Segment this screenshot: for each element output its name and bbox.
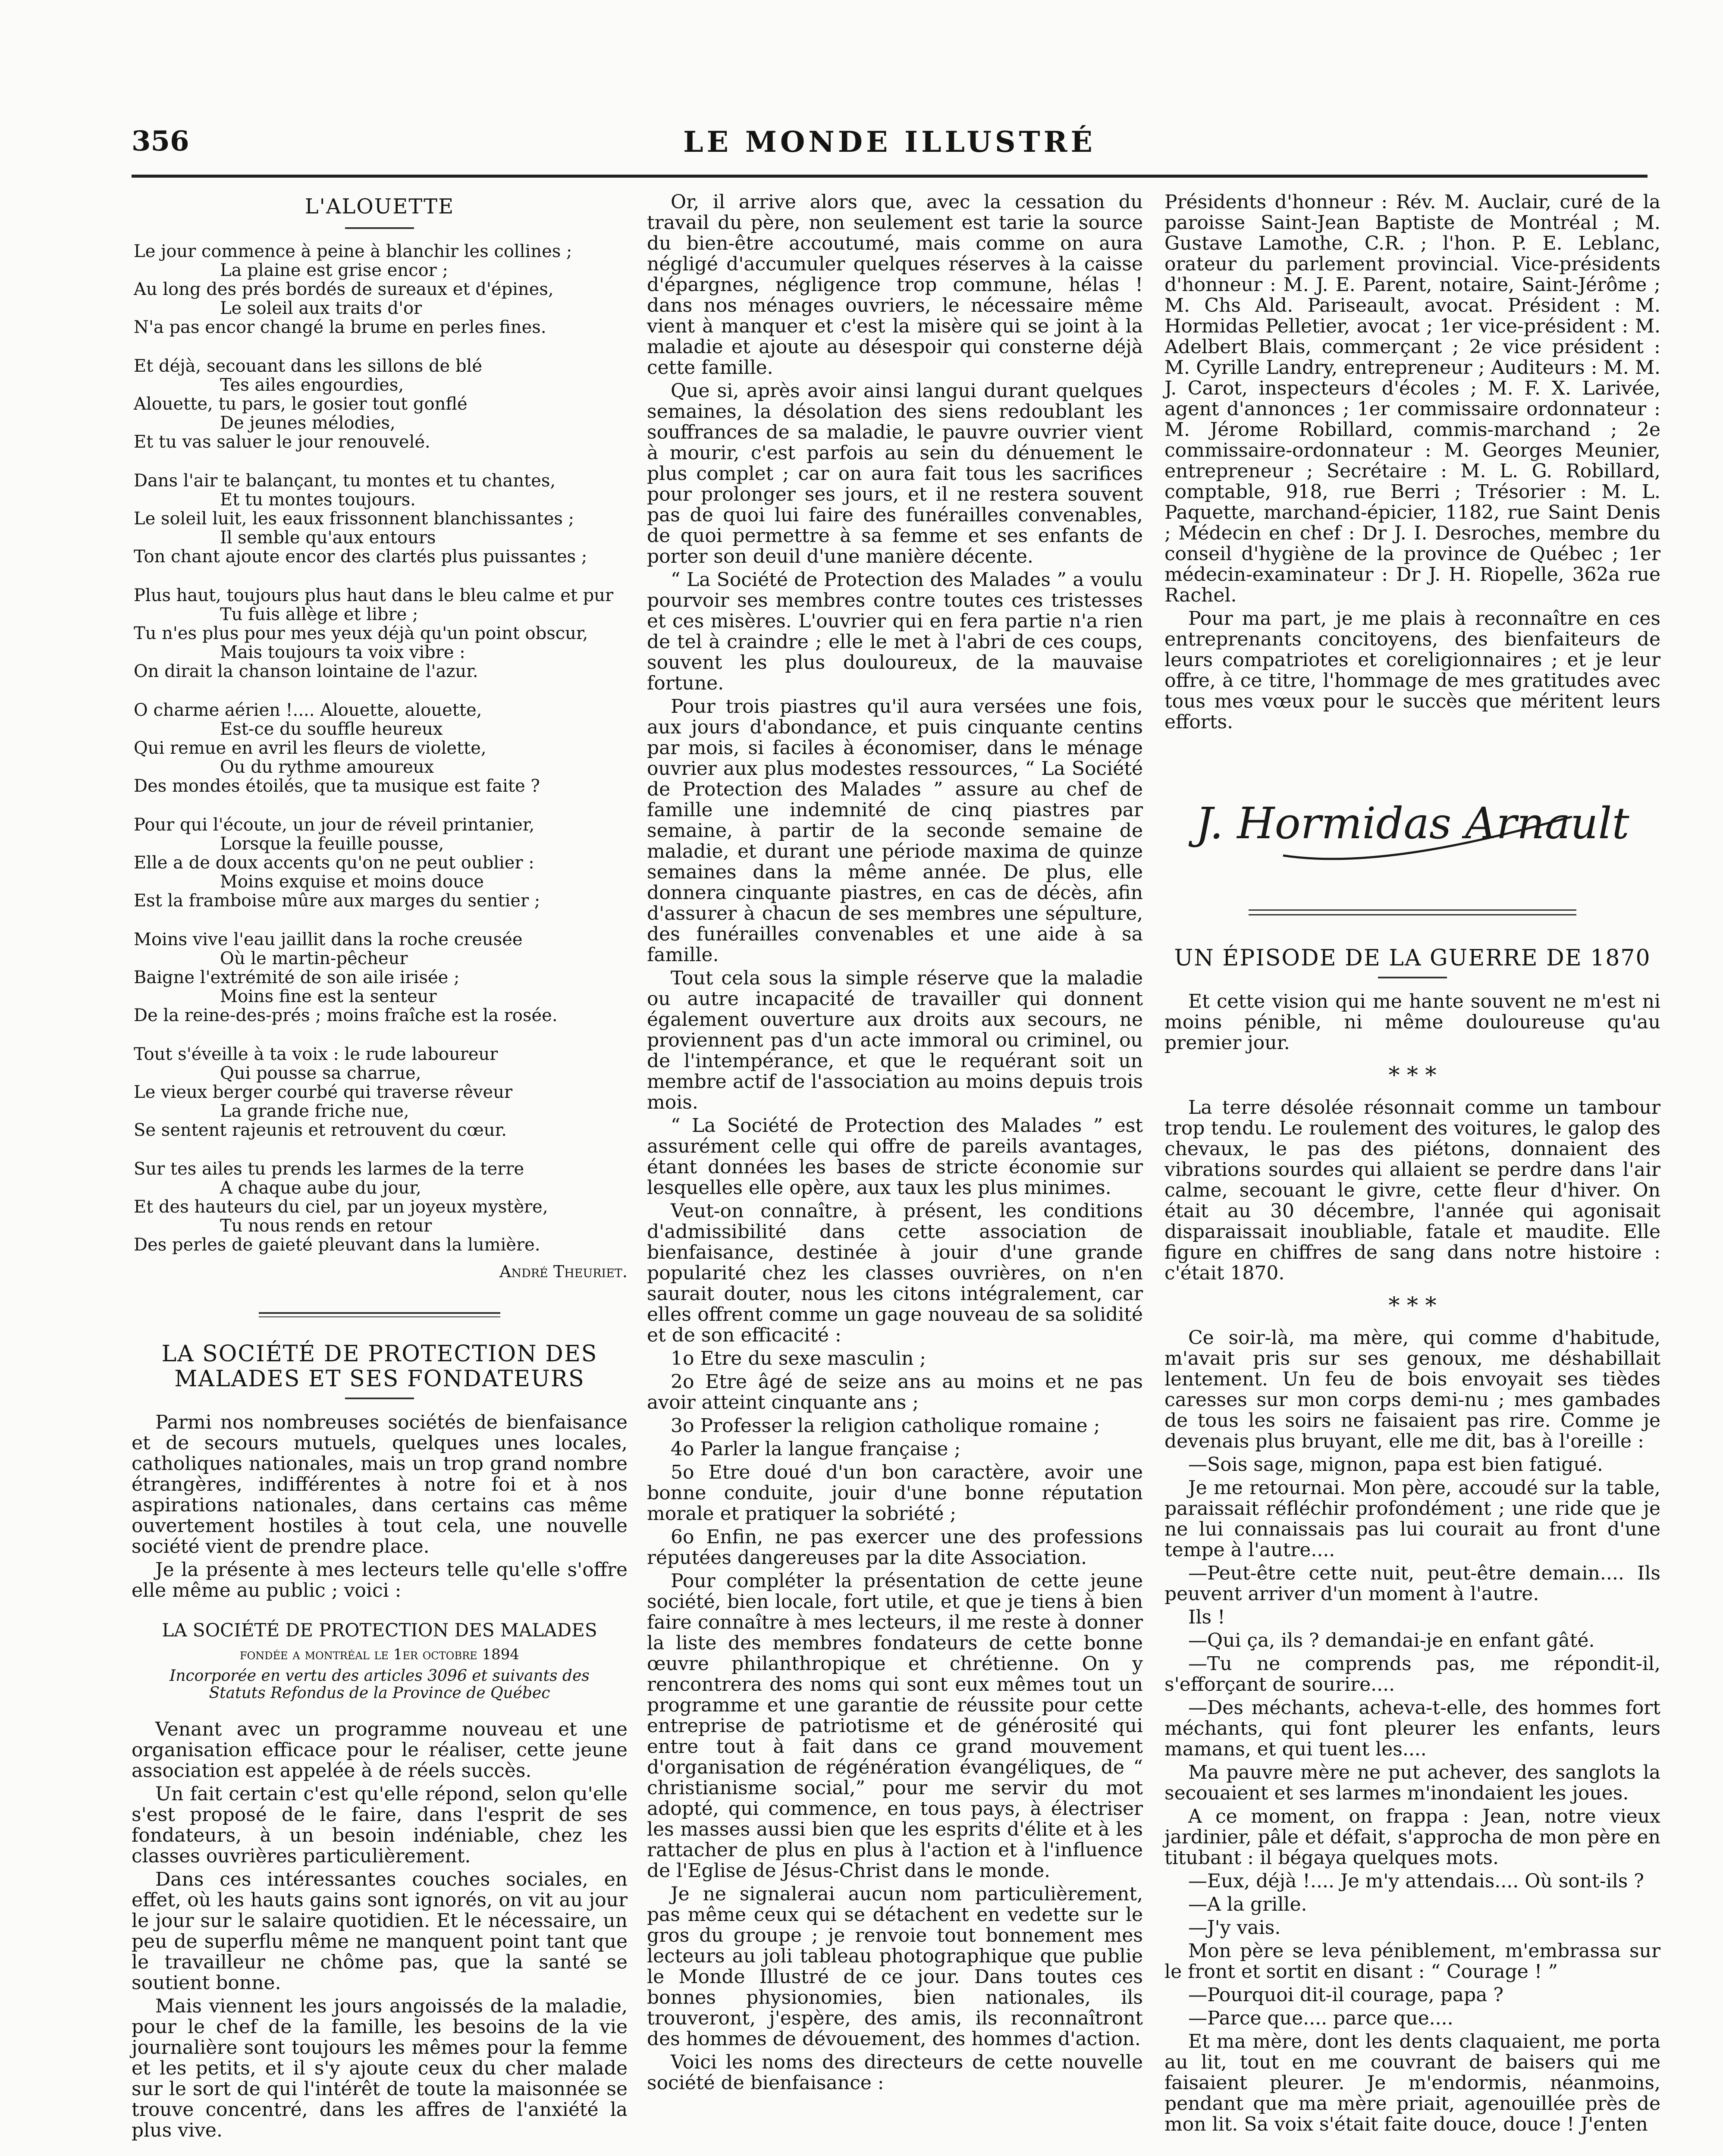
header-rule [132,175,1648,178]
stars-separator: * * * [1388,1293,1437,1319]
poem-body [132,242,628,1254]
condition-item: 2o Etre âgé de seize ans au moins et ne pas avoir atteint cinquante ans ; [647,1371,1143,1413]
poem-title: L'ALOUETTE [304,194,455,219]
section-divider [1249,909,1576,915]
poem-line: Mais toujours ta voix vibre : [220,642,465,662]
section-divider [259,1312,500,1317]
poem-line: Moins fine est la senteur [220,987,437,1006]
poem-line: Des perles de gaieté pleuvant dans la lumière. [134,1235,540,1255]
article-paragraph: Mais viennent les jours angoissés de la maladie, pour le chef de la famille, les besoins de la vie journalière sont toujours les mêmes pour la femme et les petits, et il s'y ajoute ceux du cher malade sur le sort de qui l'intérêt de toute la maisonnée se trouve concentré, dans les affres de l'anxiété la plus vive. [132,1995,628,2141]
story-paragraph: Mon père se leva péniblement, m'embrassa sur le front et sortit en disant : “ Courage ! ” [1164,1940,1660,1983]
directors-list: Présidents d'honneur : Rév. M. Auclair, curé de la paroisse Saint-Jean Baptiste de Montréal ; M. Gustave Lamothe, C.R. ; l'hon. P. E. Leblanc, orateur du parlement provincial. Vice-présidents d'honneur : M. J. E. Parent, notaire, Saint-Jérôme ; M. Chs Ald. Pariseault, avocat. Président : M. Hormidas Pelletier, avocat ; 1er vice-président : M. Adelbert Blais, commerçant ; 2e vice président : M. Cyrille Landry, entrepreneur ; Auditeurs : M. M. J. Carot, inspecteurs d'écoles ; M. F. X. Larivée, agent d'annonces ; 1er commissaire ordonnateur : M. Jérome Robillard, commis-marchand ; 2e commissaire-ordonnateur : M. Georges Meunier, entrepreneur ; Secrétaire : M. L. G. Robillard, comptable, 918, rue Berri ; Trésorier : M. L. Paquette, marchand-épicier, 1182, rue Saint Denis ; Médecin en chef : Dr J. I. Desroches, membre du conseil d'hygiène de la province de Québec ; 1er médecin-examinateur : Dr J. H. Riopelle, 362a rue Rachel. [1164,191,1660,606]
masthead: LE MONDE ILLUSTRÉ [683,125,1096,159]
poem-line: Tu nous rends en retour [220,1216,432,1236]
poem-line: Baigne l'extrémité de son aile irisée ; [134,968,460,987]
poem-line: Tout s'éveille à ta voix : le rude laboureur [134,1044,498,1064]
title-rule [1378,977,1447,978]
poem-stanza [134,357,628,451]
story-paragraph: Je me retournai. Mon père, accoudé sur la table, paraissait réfléchir profondément ; une ride que je ne lui connaissais pas lui courait au front d'une tempe à l'autre.... [1164,1477,1660,1561]
signature-image [1196,756,1629,886]
poem-line: Ton chant ajoute encor des clartés plus puissantes ; [134,547,587,567]
founded-line: fondée a montréal le 1er octobre 1894 [239,1646,520,1663]
signature [1164,750,1660,892]
column-1 [132,192,628,2143]
poem-stanza [134,586,628,681]
poem-line: On dirait la chanson lointaine de l'azur. [134,661,478,681]
title-rule [345,227,414,229]
poem-line: Pour qui l'écoute, un jour de réveil printanier, [134,815,535,835]
story-paragraph: Ce soir-là, ma mère, qui comme d'habitude, m'avait pris sur ses genoux, me déshabillait lentement. Un feu de bois envoyait ses tièdes caresses sur mon corps demi-nu ; mes gambades de tous les soirs ne faisaient pas rire. Comme je devenais plus bruyant, elle me dit, bas à l'oreille : [1164,1327,1660,1452]
condition-item: 5o Etre doué d'un bon caractère, avoir une bonne conduite, jouir d'une bonne réputation morale et pratiquer la sobriété ; [647,1461,1143,1525]
incorporation-note: Incorporée en vertu des articles 3096 et suivants des Statuts Refondus de la Province de Québec [169,1667,590,1702]
page-header [132,125,1648,177]
article-paragraph: Pour compléter la présentation de cette jeune société, bien locale, fort utile, et que je tiens à bien faire connaître à mes lecteurs, il me reste à donner la liste des membres fondateurs de cette bonne œuvre philanthropique et chrétienne. On y rencontrera des noms qui sont eux mêmes tout un programme et une garantie de réussite pour cette entreprise de patriotisme et de générosité qui entre tout à fait dans ce grand mouvement d'organisation de régénération évangéliques, de “ christianisme social,” pour me servir du mot adopté, qui commence, en tous pays, à électriser les masses aussi bien que les esprits d'élite et à les rattacher de plus en plus à l'action et à l'influence de l'Eglise de Jésus-Christ dans le monde. [647,1570,1143,1882]
story-paragraph: —Pourquoi dit-il courage, papa ? [1188,1984,1503,2006]
column-3 [1164,192,1660,2137]
poem-stanza [134,701,628,796]
poem-stanza [134,1045,628,1140]
poem-line: Où le martin-pêcheur [220,949,408,968]
article-paragraph: Pour trois piastres qu'il aura versées une fois, aux jours d'abondance, et puis cinquante centins par mois, si faciles à économiser, dans le ménage ouvrier aux plus modestes ressources, “ La Société de Protection des Malades ” assure au chef de famille une indemnité de cinq piastres par semaine, à partir de la seconde semaine de maladie, et durant une période maxima de quinze semaines dans la même année. De plus, elle donnera cinquante piastres, en cas de décès, afin d'assurer à chacun de ses membres une sépulture, des funérailles convenables et une aide à sa famille. [647,696,1143,966]
story-paragraph: —Sois sage, mignon, papa est bien fatigué. [1188,1454,1603,1476]
article-paragraph: Veut-on connaître, à présent, les conditions d'admissibilité dans cette association de bienfaisance, destinée à jouir d'une grande popularité chez les classes ouvrières, on n'en saurait douter, nous les citons intégralement, car elles offrent comme un gage nouveau de sa solidité et de son efficacité : [647,1200,1143,1346]
story-paragraph: Ils ! [1188,1606,1225,1628]
poem-line: Est-ce du souffle heureux [220,719,443,739]
epigraph: Et cette vision qui me hante souvent ne m'est ni moins pénible, ni même douloureuse qu'au premier jour. [1164,990,1660,1054]
article-paragraph: Je ne signalerai aucun nom particulièrement, pas même ceux qui se détachent en vedette sur le gros du groupe ; je renvoie tout bonnement mes lecteurs au joli tableau photographique que publie le Monde Illustré de ce jour. Dans toutes ces bonnes physionomies, bien nationales, ils trouveront, j'espère, des amis, ils reconnaîtront des hommes de dévouement, des hommes d'action. [647,1883,1143,2050]
article-paragraph: Dans ces intéressantes couches sociales, en effet, où les hauts gains sont ignorés, on vit au jour le jour sur le salaire quotidien. Et le nécessaire, un peu de superflu même ne manquent point tant que le travailleur ne chôme pas, que la santé se soutient bonne. [132,1868,628,1994]
poem-line: Au long des prés bordés de sureaux et d'épines, [134,279,554,299]
poem-line: Elle a de doux accents qu'on ne peut oublier : [134,853,534,873]
poem-line: Est la framboise mûre aux marges du sentier ; [134,891,540,911]
article-paragraph: Je la présente à mes lecteurs telle qu'elle s'offre elle même au public ; voici : [132,1559,628,1601]
story-paragraph: —Parce que.... parce que.... [1188,2007,1453,2029]
poem-line: La plaine est grise encor ; [220,260,448,280]
story-paragraph: La terre désolée résonnait comme un tambour trop tendu. Le roulement des voitures, le galop des chevaux, le pas des piétons, donnaient des vibrations sourdes qui allaient se perdre dans l'air calme, secouant le givre, cette fleur d'hiver. On était au 30 décembre, l'année qui agonisait disparaissait inoubliable, fatale et maudite. Elle figure en chiffres de sang dans notre histoire : c'était 1870. [1164,1097,1660,1284]
poem-stanza [134,242,628,337]
article-paragraph: Parmi nos nombreuses sociétés de bienfaisance et de secours mutuels, quelques unes locales, catholiques nationales, mais un trop grand nombre étrangères, indifférentes à notre foi et à nos aspirations nationales, dans certains cas même ouvertement hostiles à tout cela, une nouvelle société vient de prendre place. [132,1411,628,1557]
poem-line: N'a pas encor changé la brume en perles fines. [134,317,546,337]
poem-line: Dans l'air te balançant, tu montes et tu chantes, [134,471,556,491]
story-paragraph: —Qui ça, ils ? demandai-je en enfant gâté. [1188,1630,1595,1651]
article-paragraph: Un fait certain c'est qu'elle répond, selon qu'elle s'est proposé de le faire, dans l'esprit de ses fondateurs, à un besoin indéniable, chez les classes ouvrières particulièrement. [132,1783,628,1867]
story-paragraph: —A la grille. [1188,1893,1307,1915]
poem-line: Le vieux berger courbé qui traverse rêveur [134,1082,513,1102]
story-paragraph: —Peut-être cette nuit, peut-être demain.... Ils peuvent arriver d'un moment à l'autre. [1164,1562,1660,1605]
poem-line: Moins vive l'eau jaillit dans la roche creusée [134,930,523,950]
poem-line: Qui remue en avril les fleurs de violette, [134,738,486,758]
title-rule [345,1398,414,1399]
poem-line: De jeunes mélodies, [220,413,395,433]
story-paragraph: —Tu ne comprends pas, me répondit-il, s'efforçant de sourire.... [1164,1653,1660,1695]
poem-line: Plus haut, toujours plus haut dans le bleu calme et pur [134,586,614,605]
poem-line: Il semble qu'aux entours [220,528,436,548]
poem-line: Le soleil aux traits d'or [220,298,422,318]
poem-stanza [134,1159,628,1254]
article-paragraph: Que si, après avoir ainsi langui durant quelques semaines, la désolation des siens redoublant les souffrances de sa maladie, le pauvre ouvrier vient à mourir, c'est parfois au sein du dénuement le plus complet ; car on aura fait tous les sacrifices pour prolonger ses jours, et il ne restera souvent pas de quoi lui faire des funérailles convenables, de quoi permettre à sa femme et ses enfants de porter son deuil d'une manière décente. [647,380,1143,567]
poem-line: Et des hauteurs du ciel, par un joyeux mystère, [134,1197,548,1217]
poem-line: Et tu vas saluer le jour renouvelé. [134,432,430,452]
poem-line: Tu fuis allège et libre ; [220,605,418,624]
article-title: UN ÉPISODE DE LA GUERRE DE 1870 [1174,945,1651,971]
poem-author [132,1261,628,1282]
poem-line: Lorsque la feuille pousse, [220,834,444,854]
article-paragraph: “ La Société de Protection des Malades ” est assurément celle qui offre de pareils avantages, étant données les bases de stricte économie sur lesquelles elle opère, aux taux les plus minimes. [647,1115,1143,1199]
poem-line: Et déjà, secouant dans les sillons de blé [134,356,483,376]
page-number: 356 [132,125,189,157]
article-paragraph: Voici les noms des directeurs de cette nouvelle société de bienfaisance : [647,2051,1143,2094]
poem-stanza [134,815,628,910]
article-paragraph: “ La Société de Protection des Malades ” a voulu pourvoir ses membres contre toutes ces tristesses et ces misères. L'ouvrier qui en fera partie n'a rien de tel à craindre ; elle le met à l'abri de ces coups, souvent les plus douloureux, de la mauvaise fortune. [647,569,1143,694]
story-paragraph: —Des méchants, acheva-t-elle, des hommes fort méchants, qui font pleurer les enfants, leurs mamans, et qui tuent les.... [1164,1697,1660,1760]
poem-stanza [134,930,628,1025]
signature-text: J. Hormidas Arnault [1196,798,1629,849]
poem-line: Tes ailes engourdies, [220,375,404,395]
poem-line: Le jour commence à peine à blanchir les collines ; [134,241,572,261]
condition-item: 1o Etre du sexe masculin ; [671,1348,926,1369]
society-name: LA SOCIÉTÉ DE PROTECTION DES MALADES [162,1620,597,1641]
condition-item: 3o Professer la religion catholique romaine ; [671,1415,1100,1437]
article-paragraph: Tout cela sous la simple réserve que la maladie ou autre incapacité de travailler qui donnent également ouverture aux droits aux secours, ne proviennent pas d'un acte immoral ou criminel, ou de l'intempérance, et que le requérant soit un membre actif de l'association au moins depuis trois mois. [647,967,1143,1113]
poem-line: Qui pousse sa charrue, [220,1063,421,1083]
closing-paragraph: Pour ma part, je me plais à reconnaître en ces entreprenants concitoyens, des bienfaiteurs de leurs compatriotes et coreligionnaires ; et je leur offre, à ce titre, l'hommage de mes gratitudes avec tous mes vœux pour le succès que méritent leurs efforts. [1164,608,1660,733]
poem-line: De la reine-des-prés ; moins fraîche est la rosée. [134,1006,558,1025]
stars-separator: * * * [1388,1062,1437,1088]
story-paragraph: —Eux, déjà !.... Je m'y attendais.... Où sont-ils ? [1188,1870,1644,1892]
article-paragraph: Venant avec un programme nouveau et une organisation efficace pour le réaliser, cette jeune association est appelée à de réels succès. [132,1718,628,1782]
poem-line: Alouette, tu pars, le gosier tout gonflé [134,394,468,414]
poem-stanza [134,471,628,566]
story-paragraph: —J'y vais. [1188,1917,1281,1939]
poem-line: O charme aérien !.... Alouette, alouette, [134,700,482,720]
poem-line: Se sentent rajeunis et retrouvent du cœur. [134,1120,507,1140]
poem-author-name: André Theuriet. [499,1262,628,1281]
story-paragraph: Ma pauvre mère ne put achever, des sanglots la secouaient et ses larmes m'inondaient les joues. [1164,1761,1660,1804]
poem-line: Moins exquise et moins douce [220,872,484,892]
article-paragraph: Or, il arrive alors que, avec la cessation du travail du père, non seulement est tarie la source du bien-être accoutumé, mais comme on aura négligé d'accumuler quelques réserves à la caisse d'épargnes, négligence trop commune, hélas ! dans nos ménages ouvriers, le nécessaire même vient à manquer et c'est la misère qui se joint à la maladie et ajoute au désespoir qui consterne déjà cette famille. [647,191,1143,379]
poem-line: Et tu montes toujours. [220,490,416,510]
poem-line: Tu n'es plus pour mes yeux déjà qu'un point obscur, [134,624,588,643]
article-title: LA SOCIÉTÉ DE PROTECTION DES MALADES ET SES FONDATEURS [161,1341,598,1392]
poem-line: Ou du rythme amoureux [220,757,434,777]
poem-line: Sur tes ailes tu prends les larmes de la terre [134,1159,524,1179]
condition-item: 6o Enfin, ne pas exercer une des professions réputées dangereuses par la dite Association. [647,1526,1143,1569]
poem-line: Le soleil luit, les eaux frissonnent blanchissantes ; [134,509,574,529]
condition-item: 4o Parler la langue française ; [671,1438,961,1460]
poem-line: Des mondes étoilés, que ta musique est faite ? [134,776,540,796]
story-paragraph: A ce moment, on frappa : Jean, notre vieux jardinier, pâle et défait, s'approcha de mon père en titubant : il bégaya quelques mots. [1164,1805,1660,1869]
poem-line: A chaque aube du jour, [220,1178,421,1198]
story-paragraph: Et ma mère, dont les dents claquaient, me porta au lit, tout en me couvrant de baisers qui me faisaient pleurer. Je m'endormis, néanmoins, pendant que ma mère priait, agenouillée près de mon lit. Sa voix s'était faite douce, douce ! J'enten [1164,2031,1660,2135]
poem-line: La grande friche nue, [220,1101,409,1121]
column-2 [647,192,1143,2096]
